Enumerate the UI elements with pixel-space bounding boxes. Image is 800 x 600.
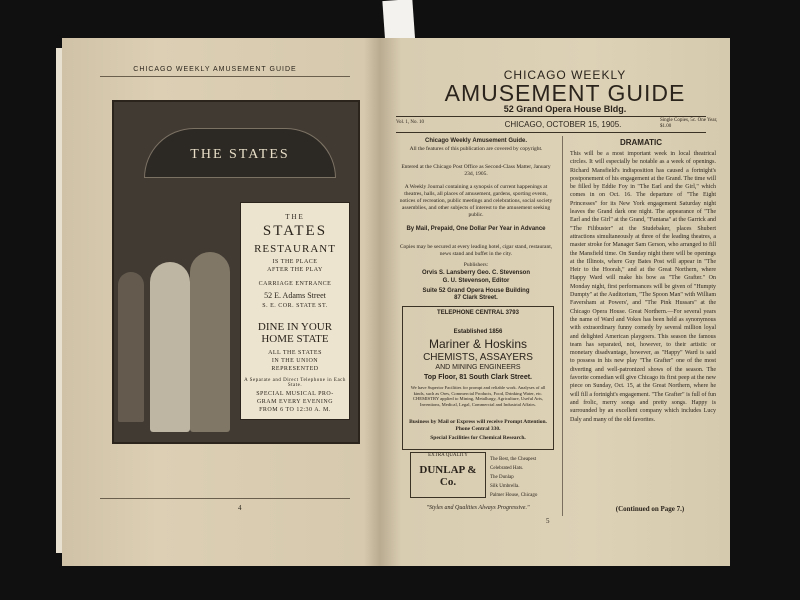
man-figure [190, 252, 230, 432]
restaurant-ad-card [240, 202, 350, 420]
col1-street: 87 Clark Street. [454, 295, 498, 301]
dateline-rule [396, 132, 706, 133]
mariner-phone: TELEPHONE CENTRAL 3793 [437, 310, 519, 316]
masthead-title: AMUSEMENT GUIDE [444, 80, 686, 106]
mariner-research: Special Facilities for Chemical Research. [430, 435, 526, 441]
ad-musical1: SPECIAL MUSICAL PRO- [256, 391, 334, 397]
dunlap-slogan: "Styles and Qualities Always Progressive." [426, 505, 530, 511]
dunlap-r3: The Dunlap [490, 475, 514, 480]
mariner-name: Mariner & Hoskins [428, 337, 528, 351]
masthead-address: 52 Grand Opera House Bldg. [503, 104, 627, 114]
banner-text: THE STATES [190, 147, 290, 162]
dramatic-article: This will be a most important week in local theatrical circles. It will especially be notable as a week of openings. Richard Mansfield's indisposition has caused a fortnight's postponement of his engagement at the Grand. The time will be filled by Eddie Foy in "The Earl and the Girl," which comes in on Oct. 16. The departure of "The Eight Princesses" for its New York engagement Saturday night leaves the Grand dark one night. The appearance of "The Earl and the Girl" at the Grand, "Fantana" at the Garrick and "The Filibuster" at the Studebaker, places Shubert attractions simultaneously at three of the leading theatres, a master stroke for Manager Sam Gerson, who arranged to fill the Mansfield time. On Sunday night there will be openings at the Illinois, where Guy Bates Post will appear in "The Heir to the Hoorah," and at the Great Northern, where Happy Ward will make his bow as "The Grafter." On Monday night, first performances will be given of "Humpty Dumpty" at the Auditorium, "The Spoon Man" with William Faversham at Powers', and "The Pink Hussars" at the Chicago Opera House. Great Northern.—For several years the name of Ward and Vokes has been held as synonymous with extraordinary funny comedy by several million loyal and delighted American playgoers. This season the famous team has separated, not, however, to their artistic or monetary disadvantage, however, as "Happy" Ward is said to possess in his new play "The Grafter" one of the most diverting and well-patronized shows of the season. The favorite comedian will give Chicago its first peep at the new piece on Sunday, Oct. 15, at the Great Northern, where he will fill a fortnight's engagement. "The Grafter" is full of fun and frolic, merry songs and pretty songs. Happy is surrounded by an excellent company which includes Lucy Daly and many of the old favorites. [570, 151, 716, 423]
ad-tag2: AFTER THE PLAY [267, 267, 323, 273]
ad-all3: REPRESENTED [271, 366, 319, 372]
dunlap-r2: Celebrated Hats. [490, 466, 524, 471]
col1-synopsis: A Weekly Journal containing a synopsis of current happenings at theatres, halls, all places of amusement, gardens, sporting events, notices of recreation, public meetings and celebrations, social society assemblies, and other subjects of interest to the amusement seeking public. [399, 184, 553, 218]
col1-title: Chicago Weekly Amusement Guide. [424, 138, 528, 144]
section-heading: DRAMATIC [619, 138, 663, 147]
states-banner [144, 128, 336, 178]
ad-tag1: IS THE PLACE [272, 259, 318, 265]
page-number-right: 5 [546, 517, 550, 525]
col1-copyright: All the features of this publication are covered by copyright. [409, 146, 543, 152]
ad-address: 52 E. Adams Street [264, 291, 326, 300]
price-box: Single Copies, 5c. One Year, $1.00 [660, 118, 718, 129]
dateline: CHICAGO, OCTOBER 15, 1905. [504, 120, 622, 129]
head-rule [100, 76, 350, 77]
dunlap-r4: Silk Umbrella. [490, 484, 520, 489]
mariner-chem: CHEMISTS, ASSAYERS [423, 352, 533, 363]
ad-musical2: GRAM EVERY EVENING [256, 399, 334, 405]
continued-note: (Continued on Page 7.) [615, 505, 685, 513]
ad-states: STATES [262, 223, 328, 239]
masthead-rule [396, 116, 706, 117]
column-separator [562, 136, 563, 516]
ad-phones: A Separate and Direct Telephone in Each State. [244, 378, 346, 388]
col1-copies: Copies may be secured at every leading hotel, cigar stand, restaurant, news stand and buffet in the city. [399, 244, 553, 257]
ad-carriage: CARRIAGE ENTRANCE [258, 281, 332, 287]
dunlap-extra: EXTRA QUALITY [428, 453, 468, 458]
dunlap-logo [410, 452, 486, 498]
ad-musical3: FROM 6 TO 12:30 A. M. [259, 407, 331, 413]
woman-figure [150, 262, 190, 432]
col1-mail: By Mail, Prepaid, One Dollar Per Year in Advance [406, 226, 546, 232]
volume-number: Vol. 1, No. 10 [396, 120, 424, 125]
ad-corner: S. E. COR. STATE ST. [262, 303, 328, 309]
ad-dine1: DINE IN YOUR [257, 321, 333, 333]
dunlap-r5: Palmer House, Chicago [490, 493, 538, 498]
masthead-line1: CHICAGO WEEKLY [503, 68, 627, 82]
mariner-floor: Top Floor, 81 South Clark Street. [424, 374, 532, 381]
ad-restaurant: RESTAURANT [254, 243, 336, 255]
col1-pub2: G. U. Stevenson, Editor [442, 278, 510, 284]
mariner-services: We have Superior Facilities for prompt and reliable work. Analyses of all kinds, such as Ores, Commercial Products, Food, Drinking Water, etc. CHEMISTRY applied to Mining, Metallurgy, Agriculture, Useful Arts, Inventions, Medical, Legal, Commercial and Industrial Affairs. [410, 385, 546, 407]
col1-publishers: Publishers: [463, 262, 489, 268]
ad-the: THE [285, 213, 305, 221]
states-illustration [112, 100, 360, 444]
mariner-ad [402, 306, 554, 450]
dunlap-details [490, 455, 560, 500]
doorman-figure [118, 272, 144, 422]
mariner-est: Established 1856 [453, 329, 503, 335]
dunlap-name: DUNLAP & Co. [419, 464, 477, 488]
ad-all1: ALL THE STATES [268, 350, 322, 356]
foot-rule [100, 498, 350, 499]
mariner-mail: Business by Mail or Express will receive Prompt Attention. Phone Central 330. [409, 419, 547, 432]
mariner-mining: AND MINING ENGINEERS [435, 364, 521, 371]
dunlap-r1: The Best, the Cheapest [490, 457, 537, 462]
col1-entered: Entered at the Chicago Post Office as Second-Class Matter, January 23d, 1905. [401, 164, 551, 177]
ad-dine2: HOME STATE [261, 333, 329, 345]
col1-pub1: Orvis S. Lansberry Geo. C. Stevenson [421, 270, 531, 276]
running-head: CHICAGO WEEKLY AMUSEMENT GUIDE [133, 66, 297, 73]
col1-suite: Suite 52 Grand Opera House Building [422, 288, 530, 294]
page-number-left: 4 [238, 504, 242, 512]
ad-all2: IN THE UNION [271, 358, 319, 364]
